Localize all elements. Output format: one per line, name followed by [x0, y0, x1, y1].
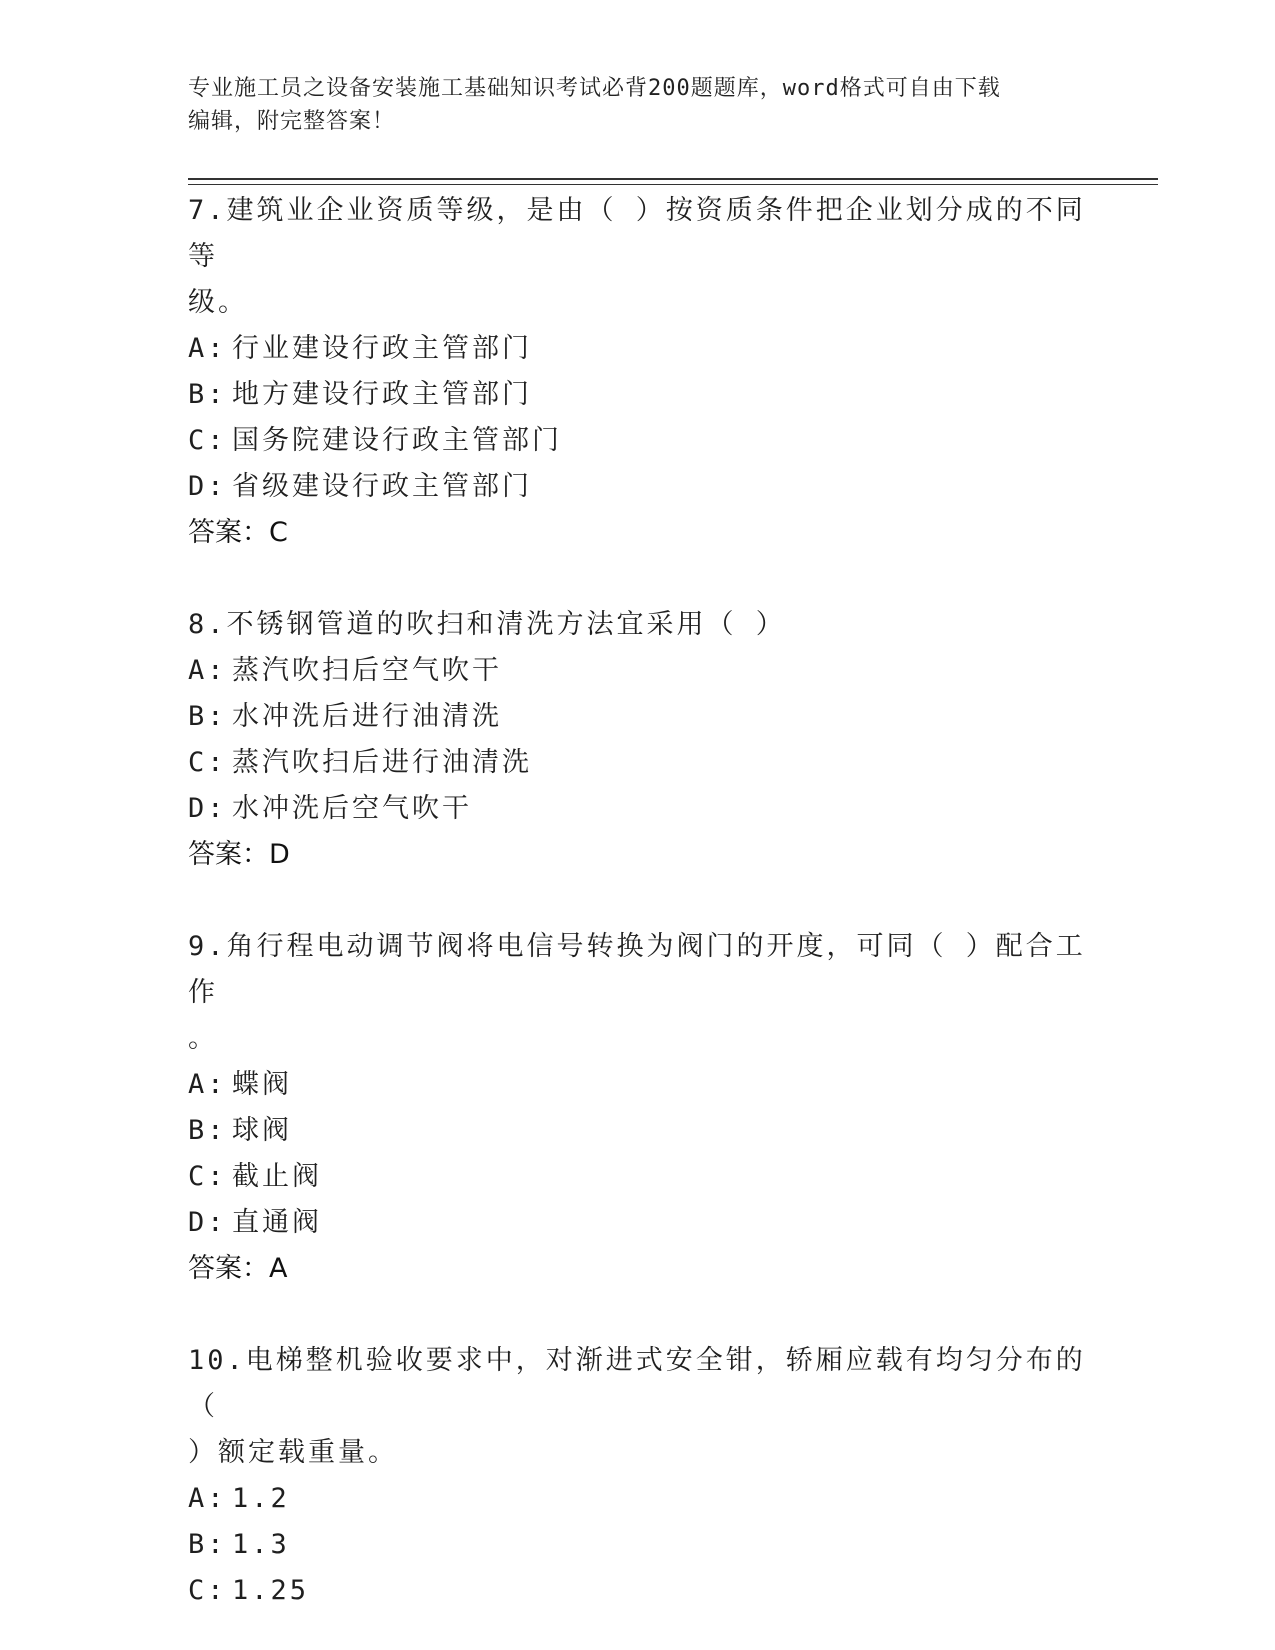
option-d: [188, 786, 1088, 832]
question-9: [188, 924, 1088, 1292]
answer-line: 答案：C: [188, 517, 288, 548]
option-c: [188, 740, 1088, 786]
option-text: 1.25: [232, 1575, 310, 1606]
option-text: 蝶阀: [232, 1069, 292, 1100]
option-key: C:: [188, 425, 227, 456]
option-c: [188, 1154, 1088, 1200]
option-text: 国务院建设行政主管部门: [232, 425, 562, 456]
answer-line: 答案：A: [188, 1253, 288, 1284]
option-text: 地方建设行政主管部门: [232, 379, 532, 410]
question-stem-line: ）额定载重量。: [188, 1437, 398, 1468]
option-text: 行业建设行政主管部门: [232, 333, 532, 364]
option-key: C:: [188, 747, 227, 778]
question-7: [188, 188, 1088, 556]
option-key: A:: [188, 333, 227, 364]
option-text: 水冲洗后空气吹干: [232, 793, 472, 824]
question-stem-line: 8.不锈钢管道的吹扫和清洗方法宜采用（ ）: [188, 609, 786, 640]
option-c: [188, 1568, 1088, 1614]
option-key: A:: [188, 1483, 227, 1514]
option-b: [188, 694, 1088, 740]
option-text: 截止阀: [232, 1161, 322, 1192]
option-text: 水冲洗后进行油清洗: [232, 701, 502, 732]
option-text: 1.3: [232, 1529, 290, 1560]
option-key: D:: [188, 1207, 227, 1238]
question-10: [188, 1338, 1088, 1614]
option-b: [188, 372, 1088, 418]
option-b: [188, 1108, 1088, 1154]
option-text: 1.2: [232, 1483, 290, 1514]
option-key: B:: [188, 1529, 227, 1560]
question-stem-line: 级。: [188, 287, 248, 318]
option-key: C:: [188, 1575, 227, 1606]
option-key: B:: [188, 379, 227, 410]
option-d: [188, 1200, 1088, 1246]
question-stem-line: 7.建筑业企业资质等级，是由（ ）按资质条件把企业划分成的不同等: [188, 195, 1086, 272]
option-b: [188, 1522, 1088, 1568]
document-header: [188, 72, 1088, 138]
option-key: B:: [188, 1115, 227, 1146]
header-line-1: 专业施工员之设备安装施工基础知识考试必背200题题库，word格式可自由下载: [188, 76, 1001, 101]
question-stem-line: 10.电梯整机验收要求中，对渐进式安全钳，轿厢应载有均匀分布的（: [188, 1345, 1086, 1422]
question-list: [188, 188, 1088, 1614]
option-text: 球阀: [232, 1115, 292, 1146]
option-key: D:: [188, 793, 227, 824]
option-text: 蒸汽吹扫后空气吹干: [232, 655, 502, 686]
option-d: [188, 464, 1088, 510]
option-a: [188, 326, 1088, 372]
option-key: A:: [188, 1069, 227, 1100]
option-a: [188, 1062, 1088, 1108]
option-key: C:: [188, 1161, 227, 1192]
option-text: 省级建设行政主管部门: [232, 471, 532, 502]
option-text: 蒸汽吹扫后进行油清洗: [232, 747, 532, 778]
option-a: [188, 1476, 1088, 1522]
option-key: D:: [188, 471, 227, 502]
answer-line: 答案：D: [188, 839, 290, 870]
header-divider-thick: [188, 178, 1158, 180]
question-8: [188, 602, 1088, 878]
question-stem-line: 。: [188, 1023, 218, 1054]
header-line-2: 编辑，附完整答案！: [188, 109, 396, 134]
header-divider-thin: [188, 184, 1158, 185]
option-a: [188, 648, 1088, 694]
option-key: A:: [188, 655, 227, 686]
option-key: B:: [188, 701, 227, 732]
question-stem-line: 9.角行程电动调节阀将电信号转换为阀门的开度，可同（ ）配合工作: [188, 931, 1086, 1008]
option-text: 直通阀: [232, 1207, 322, 1238]
option-c: [188, 418, 1088, 464]
